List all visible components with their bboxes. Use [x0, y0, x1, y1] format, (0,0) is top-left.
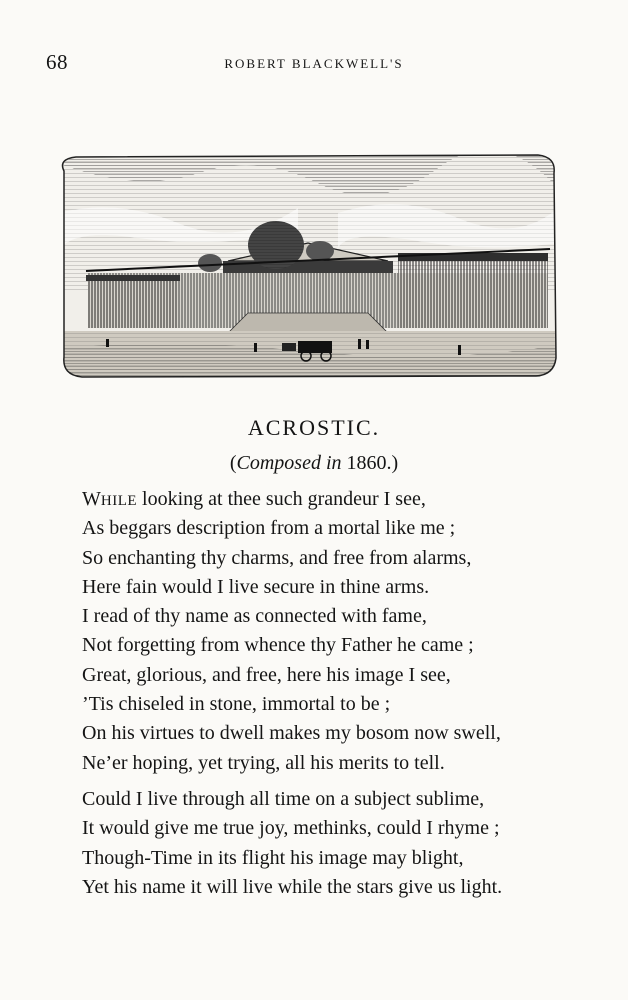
poem-line: Ne’er hoping, yet trying, all his merits to tell.: [82, 751, 445, 774]
capitol-engraving: [58, 153, 558, 378]
poem-line: It would give me true joy, methinks, could I rhyme ;: [82, 817, 500, 840]
first-word-initial: W: [82, 488, 101, 510]
poem-line: Great, glorious, and free, here his image I see,: [82, 663, 451, 686]
first-word-smallcaps: HILE: [100, 493, 138, 509]
poem-line: Yet his name it will live while the stars give us light.: [82, 875, 503, 898]
poem-line: Though-Time in its flight his image may blight,: [82, 846, 464, 869]
poem-line: [82, 485, 582, 514]
first-line-text: looking at thee such grandeur I see,: [137, 488, 426, 510]
poem-title: ACROSTIC.: [247, 415, 381, 440]
page-number: 68: [46, 50, 68, 74]
stanza-2: [82, 785, 582, 902]
poem-line: ’Tis chiseled in stone, immortal to be ;: [82, 693, 391, 716]
poem-line: Could I live through all time on a subject sublime,: [82, 788, 485, 810]
subtitle-year: 1860.): [341, 452, 399, 474]
subtitle-composed-in: Composed in: [236, 452, 342, 474]
poem-line: Here fain would I live secure in thine arms.: [82, 575, 430, 598]
poem-line: On his virtues to dwell makes my bosom now swell,: [82, 722, 501, 745]
poem-line: I read of thy name as connected with fame,: [82, 605, 427, 628]
poem-line: Not forgetting from whence thy Father he came ;: [82, 634, 474, 657]
poem-line: As beggars description from a mortal like me ;: [82, 517, 456, 540]
stanza-1: [82, 485, 582, 778]
subtitle-open-paren: (: [229, 452, 237, 474]
running-head: ROBERT BLACKWELL'S: [224, 56, 404, 71]
poem-subtitle: [0, 452, 628, 475]
poem-line: So enchanting thy charms, and free from alarms,: [82, 546, 472, 569]
